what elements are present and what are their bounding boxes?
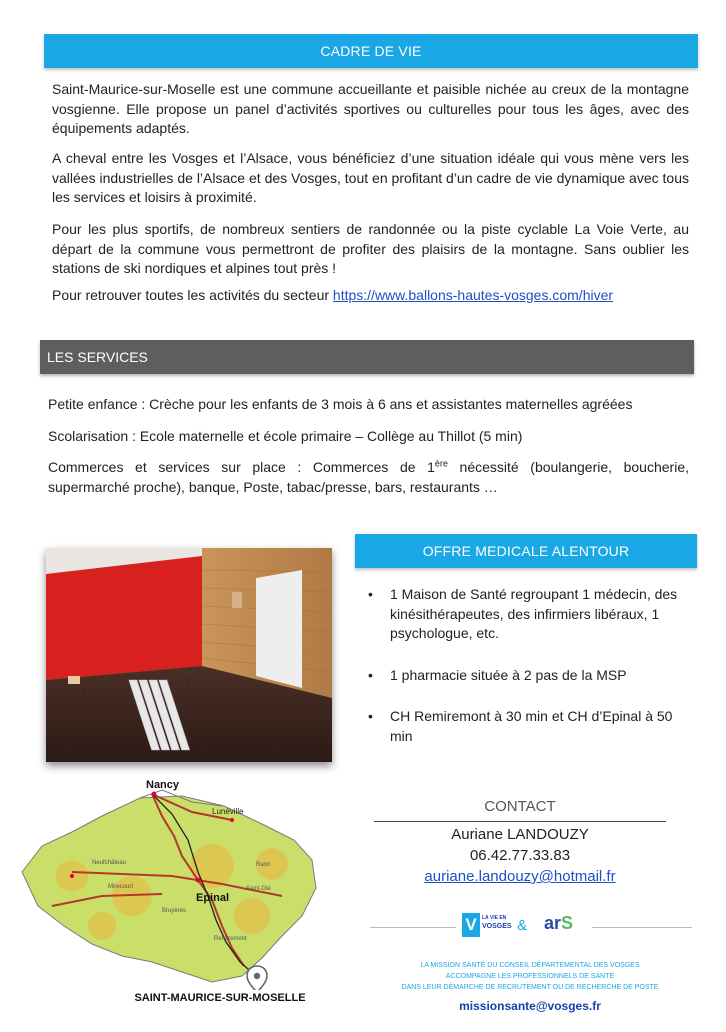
mission-statement: LA MISSION SANTÉ DU CONSEIL DÉPARTEMENTAL DES VOSGES ACCOMPAGNE LES PROFESSIONNELS DE SANTÉ DANS LEUR DÉMARCHE DE RECRUTEMENT OU DE RECHERCHE DE POSTE: [401, 962, 659, 991]
cadre-paragraph-1: Saint-Maurice-sur-Moselle est une commune accueillante et paisible nichée au creux de la montagne vosgienne. Elle propose un panel d’activités sportives ou culturelles pour tous les âges, avec des équipements adaptés.: [52, 81, 689, 136]
room-illustration: [46, 548, 332, 762]
list-item: • 1 Maison de Santé regroupant 1 médecin, des kinésithérapeutes, des infirmiers libéraux, 1 psychologue, etc.: [368, 585, 693, 644]
service-scolarisation: Scolarisation : Ecole maternelle et école primaire – Collège au Thillot (5 min): [48, 428, 523, 444]
contact-title: CONTACT: [484, 798, 556, 815]
svg-text:Raon: Raon: [256, 862, 271, 868]
svg-text:Neufchâteau: Neufchâteau: [92, 860, 127, 866]
cadre-paragraph-4: [52, 286, 689, 306]
service-petite-enfance: Petite enfance : Crèche pour les enfants de 3 mois à 6 ans et assistantes maternelles agréées: [48, 396, 633, 412]
map-label-epinal: Epinal: [196, 892, 230, 904]
cadre-paragraph-3: Pour les plus sportifs, de nombreux sentiers de randonnée ou la piste cyclable La Voie Verte, au départ de la commune vous permettront de profiter des plaisirs de la montagne. Sans oublier les stations de ski nordiques et alpines tout près !: [52, 221, 689, 276]
service-commerces: Commerces et services sur place : Commerces de 1ère nécessité (boulangerie, boucherie, supermarché proche), banque, Poste, tabac/presse, bars, restaurants …: [48, 458, 689, 495]
services-header: [40, 340, 694, 374]
logo-v-badge: V: [462, 913, 480, 937]
region-map: [12, 776, 330, 990]
medical-office-photo: [46, 548, 332, 762]
contact-name: Auriane LANDOUZY: [451, 826, 589, 843]
mission-email[interactable]: missionsante@vosges.fr: [459, 999, 601, 1013]
svg-text:Remiremont: Remiremont: [214, 936, 247, 942]
list-item: • CH Remiremont à 30 min et CH d’Epinal à 50 min: [368, 707, 693, 746]
location-pin-icon: [247, 966, 267, 990]
cadre-de-vie-title: CADRE DE VIE: [320, 43, 422, 59]
ars-logo: arS: [544, 913, 574, 933]
logo-v-text-top: LA VIE EN: [482, 915, 507, 921]
list-item: • 1 pharmacie située à 2 pas de la MSP: [368, 666, 693, 686]
contact-phone: 06.42.77.33.83: [469, 847, 571, 864]
la-vie-en-vosges-logo: [462, 913, 510, 937]
vosges-map: [12, 776, 330, 990]
services-title: LES SERVICES: [47, 349, 148, 365]
activities-text: Pour retrouver toutes les activités du secteur: [52, 287, 333, 303]
contact-divider: [374, 821, 666, 822]
offre-medicale-header: [355, 534, 697, 568]
logos-divider-right: [592, 927, 692, 928]
map-label-nancy: Nancy: [146, 779, 180, 791]
svg-text:Mirecourt: Mirecourt: [108, 884, 134, 890]
logos-divider-left: [370, 927, 456, 928]
svg-text:Bruyères: Bruyères: [162, 908, 187, 914]
medical-list: [368, 585, 693, 768]
map-caption: SAINT-MAURICE-SUR-MOSELLE: [134, 992, 306, 1004]
cadre-paragraph-2: A cheval entre les Vosges et l’Alsace, vous bénéficiez d’une situation idéale qui vous mène vers les vallées industrielles de l’Alsace et des Vosges, tout en profitant d’un cadre de vie dynamique avec tous les services et loisirs à proximité.: [52, 150, 689, 205]
contact-email-link[interactable]: auriane.landouzy@hotmail.fr: [424, 868, 616, 885]
map-label-luneville: Lunéville: [212, 807, 244, 816]
superscript: ère: [434, 458, 448, 469]
activities-link[interactable]: https://www.ballons-hautes-vosges.com/hiver: [332, 287, 614, 303]
cadre-de-vie-header: [44, 34, 698, 68]
logo-v-text-bottom: VOSGES: [482, 923, 512, 930]
offre-medicale-title: OFFRE MEDICALE ALENTOUR: [422, 543, 630, 559]
svg-text:Saint-Dié: Saint-Dié: [246, 886, 271, 892]
logo-ampersand: &: [517, 917, 528, 934]
